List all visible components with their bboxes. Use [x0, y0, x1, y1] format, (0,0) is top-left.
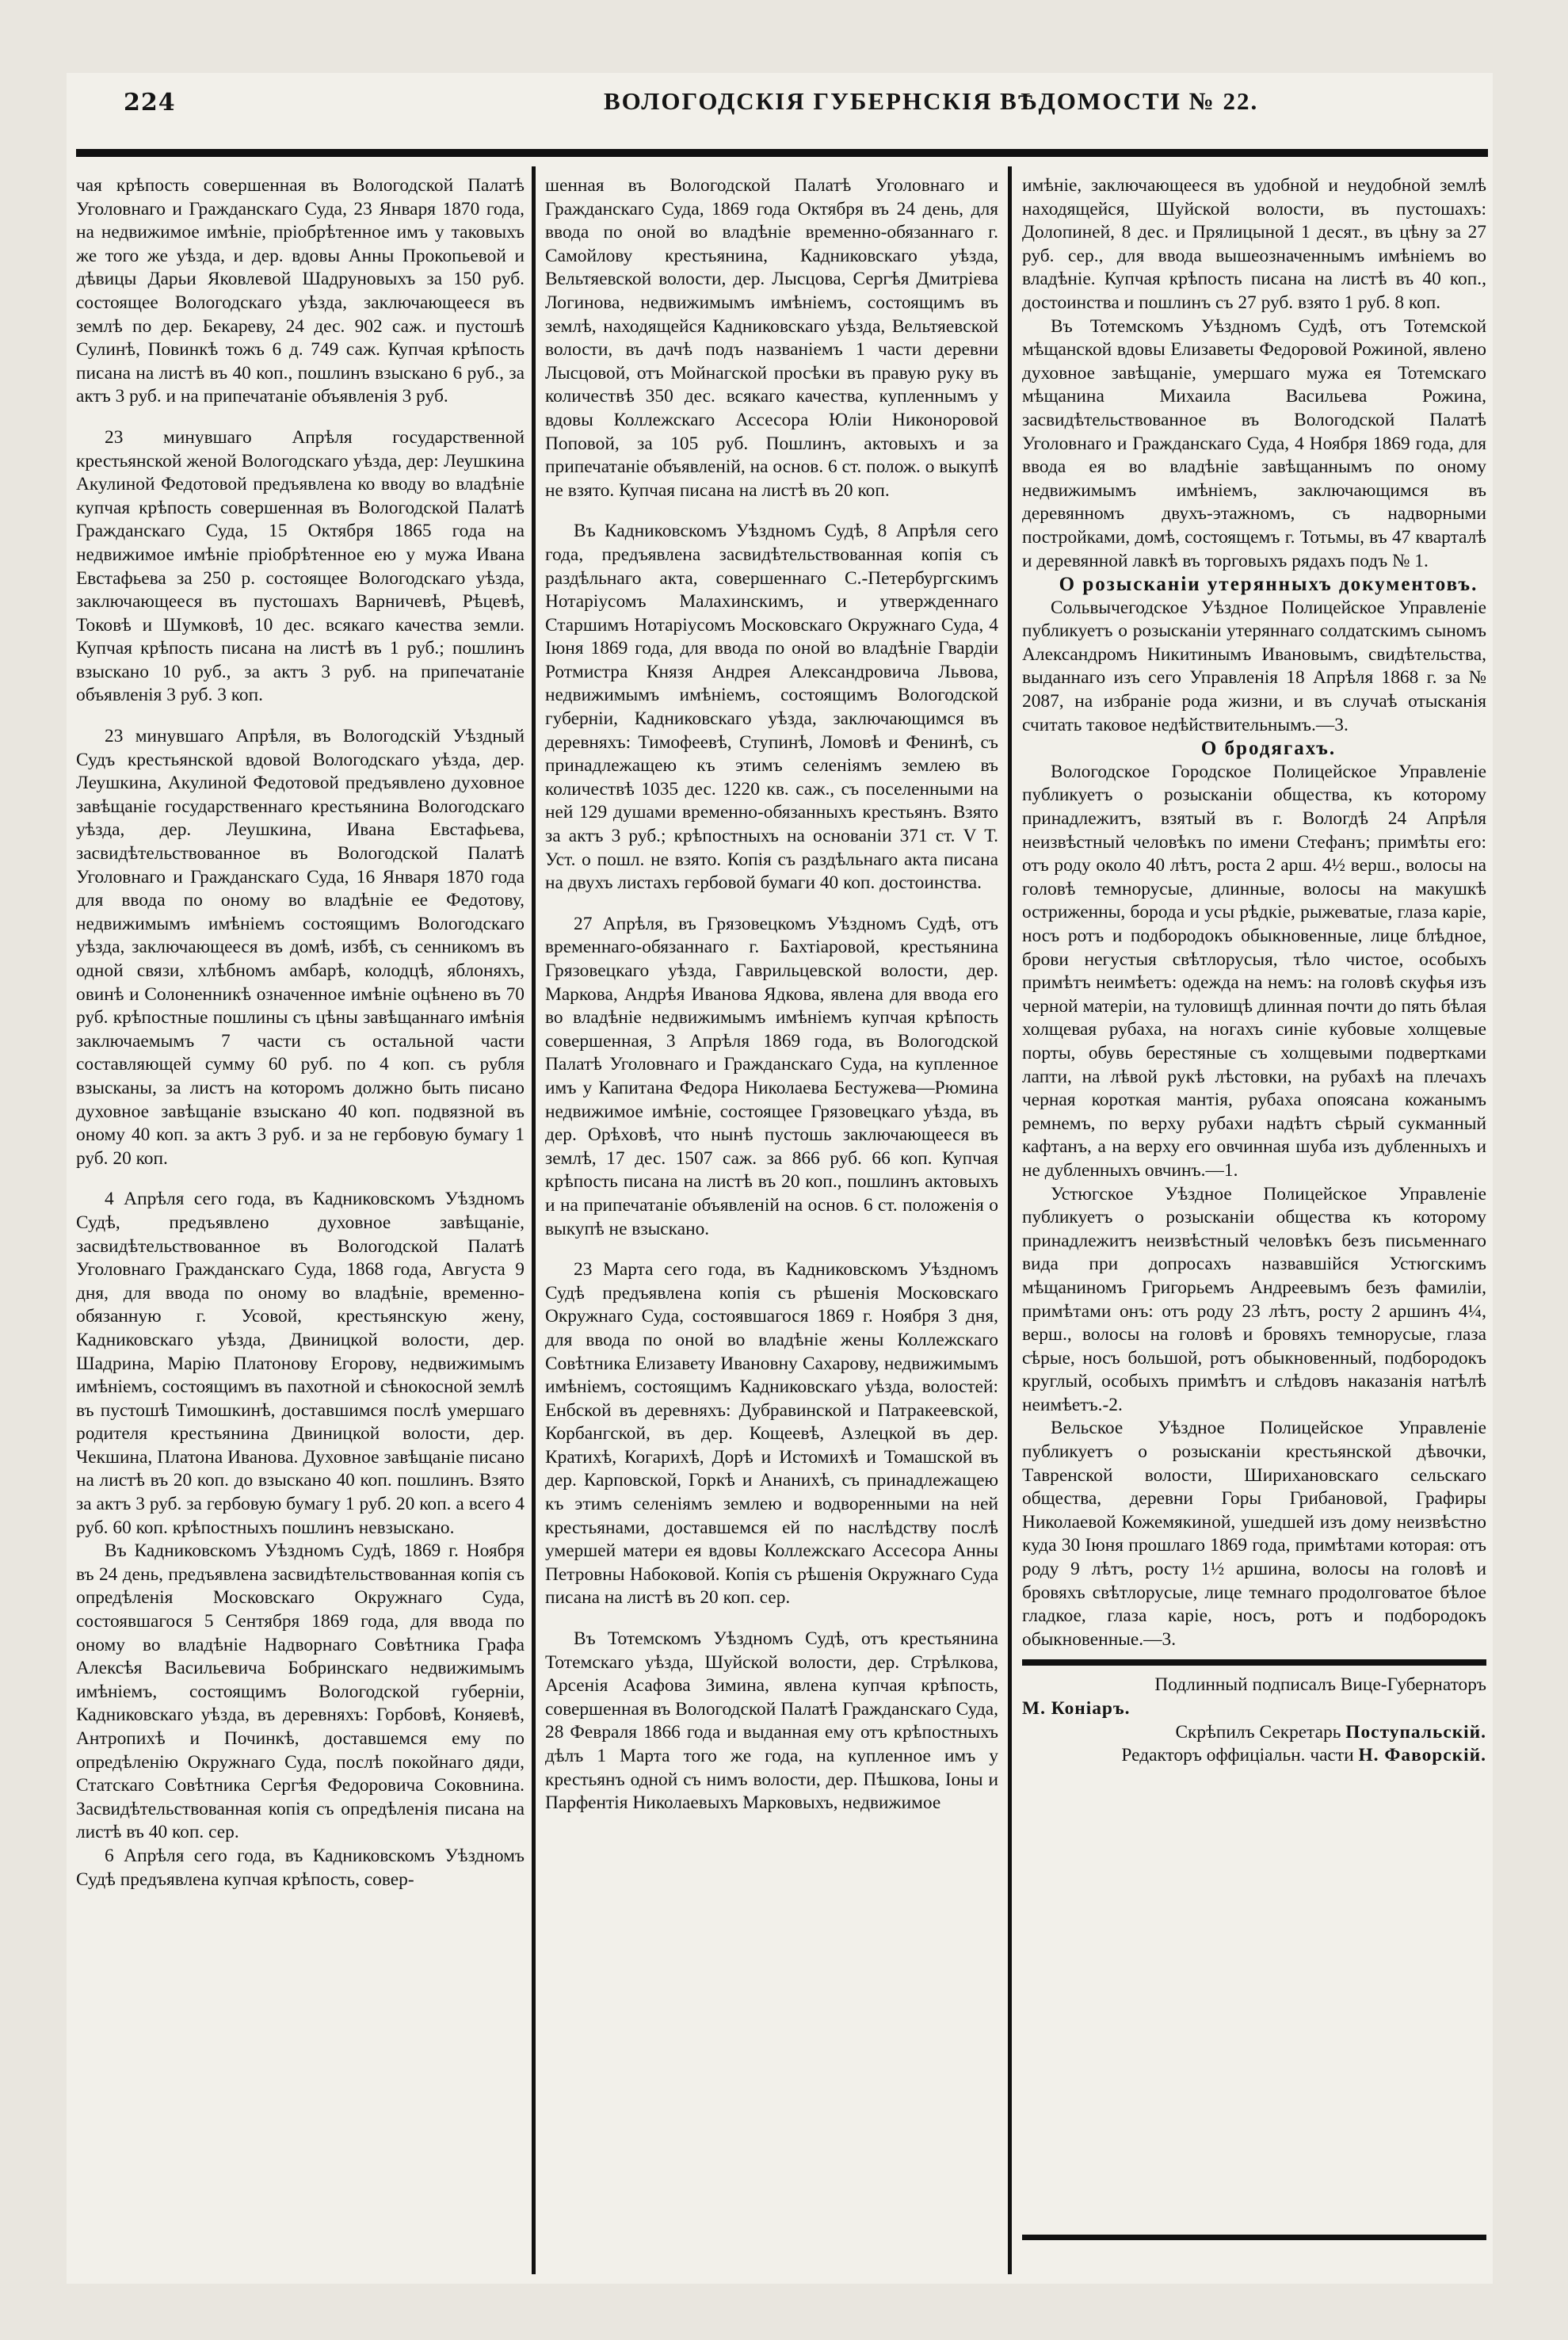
signature-rule: [1022, 1659, 1486, 1666]
notice-paragraph: Въ Кадниковскомъ Уѣздномъ Судѣ, 8 Апрѣля сего года, предъявлена засвидѣтельствованная копія съ раздѣльнаго акта, совершеннаго С.-Петербургскимъ Нотаріусомъ Малахинскимъ, и утвержденнаго Старшимъ Нотаріусомъ Московскаго Окружнаго Суда, 4 Іюня 1869 года, для ввода по оной во владѣніе Гвардіи Ротмистра Князя Андрея Александровича Львова, недвижимымъ имѣніемъ, состоящимъ Вологодской губерніи, Кадниковскаго уѣзда, заключающимся въ деревняхъ: Тимофеевѣ, Ступинѣ, Ломовѣ и Фенинѣ, съ принадлежащею къ этимъ селеніямъ землею въ количествѣ 1035 дес. 1220 кв. саж., съ поселенными на ней 129 душами временно-обязанныхъ крестьянъ. Взято за актъ 3 руб.; крѣпостныхъ на основаніи 371 ст. V Т. Уст. о пошл. не взято. Копія съ раздѣльнаго акта писана на двухъ листахъ гербовой бумаги 40 коп. достоинства.: [545, 521, 998, 894]
column-divider-2: [1008, 166, 1012, 2274]
signature-name: Поступальскій.: [1345, 1721, 1486, 1743]
notice-paragraph: Въ Тотемскомъ Уѣздномъ Судѣ, отъ крестьянина Тотемскаго уѣзда, Шуйской волости, дер. Стрѣлкова, Арсенія Асафова Зимина, явлена купчая крѣпость, совершенная въ Вологодской Палатѣ Гражданскаго Суда, 28 Февраля 1866 года и выданная ему отъ крѣпостныхъ дѣлъ 1 Марта того же года, на купленное имъ у крестьянъ одной съ нимъ волости, дер. Пѣшкова, Іоны и Парфентія Николаевыхъ Марковыхъ, недвижимое: [545, 1628, 998, 1814]
signature-label: Скрѣпилъ Секретарь: [1175, 1721, 1341, 1743]
signature-secretary: [1022, 1721, 1486, 1745]
column-1: [76, 174, 525, 2258]
notice-paragraph: Устюгское Уѣздное Полицейское Управленіе публикуетъ о розысканіи общества къ которому принадлежитъ неизвѣстный человѣкъ безъ письменнаго вида при допросахъ назвавшійся Устюгскимъ мѣщаниномъ Григорьемъ Андреевымъ безъ фамиліи, примѣтами онъ: отъ роду 23 лѣтъ, росту 2 аршинъ 4¼, верш., волосы на головѣ и бровяхъ темнорусые, глаза сѣрые, носъ большой, ротъ обыкновенный, подбородокъ круглый, особыхъ примѣтъ и слѣдовъ наказанія натѣлѣ неимѣетъ.-2.: [1022, 1183, 1486, 1415]
notice-paragraph: 4 Апрѣля сего года, въ Кадниковскомъ Уѣздномъ Судѣ, предъявлено духовное завѣщаніе, засвидѣтельствованное въ Вологодской Палатѣ Уголовнаго Гражданскаго Суда, 1868 года, Августа 9 дня, для ввода по оному во владѣніе, временно-обязанную г. Усовой, крестьянскую жену, Кадниковскаго уѣзда, Двиницкой волости, дер. Шадрина, Марію Платонову Егорову, недвижимымъ имѣніемъ, состоящимъ въ пахотной и сѣнокосной землѣ въ пустошѣ Тимошкинѣ, доставшимся послѣ умершаго родителя крестьянина Двиницкой волости, дер. Чекшина, Платона Иванова. Духовное завѣщаніе писано на листѣ въ 20 коп. до взыскано 40 коп. пошлинъ. Взято за актъ 3 руб. за гербовую бумагу 1 руб. 20 коп. а всего 4 руб. 60 коп. крѣпостныхъ пошлинъ невзыскано.: [76, 1189, 525, 1538]
signature-label: Редакторъ оффиціальн. части: [1121, 1745, 1354, 1766]
signature-vice-governor: [1022, 1674, 1486, 1720]
column-2: [545, 174, 998, 2258]
notice-paragraph: Вельское Уѣздное Полицейское Управленіе публикуетъ о розысканіи крестьянской дѣвочки, Тавренской волости, Ширихановскаго сельскаго общества, деревни Горы Грибановой, Графиры Николаевой Кожемякиной, ушедшей изъ дому неизвѣстно куда 30 Іюня прошлаго 1869 года, примѣтами которая: отъ роду 9 лѣтъ, росту 1½ аршина, волосы на головѣ и бровяхъ свѣтлорусые, лице темнаго продолговатое бѣлое гладкое, глаза каріе, носъ, ротъ и подбородокъ обыкновенные.—3.: [1022, 1418, 1486, 1650]
notice-paragraph: 27 Апрѣля, въ Грязовецкомъ Уѣздномъ Судѣ, отъ временнаго-обязаннаго г. Бахтіаровой, крестьянина Грязовецкаго уѣзда, Гаврильцевской волости, дер. Маркова, Андрѣя Иванова Ядкова, явлена для ввода его во владѣніе недвижимымъ имѣніемъ купчая крѣпость совершенная, 3 Апрѣля 1869 года, въ Вологодской Палатѣ Уголовнаго и Гражданскаго Суда, на купленное имъ у Капитана Федора Николаева Бестужева—Рюмина недвижимое имѣніе, состоящее Грязовецкаго уѣзда, въ дер. Орѣховѣ, что нынѣ пустошь заключающееся въ землѣ, 17 дес. 1507 саж. за 866 руб. 66 коп. Купчая крѣпость писана на листѣ въ 20 коп., пошлинъ актовыхъ и на припечатаніе объявленій на основ. 6 ст. положенія о выкупѣ не взыскано.: [545, 913, 998, 1239]
page-header: [89, 82, 1467, 130]
signature-name: Н. Фаворскій.: [1358, 1745, 1486, 1766]
masthead-title: ВОЛОГОДСКІЯ ГУБЕРНСКІЯ ВѢДОМОСТИ № 22.: [604, 87, 1259, 115]
notice-paragraph: Сольвычегодское Уѣздное Полицейское Управленіе публикуетъ о розысканіи утеряннаго солдатскимъ сыномъ Александромъ Никитинымъ Ивановымъ, свидѣтельства, выданнаго изъ сего Управленія 18 Апрѣля 1868 г. за № 2087, на избраніе рода жизни, и въ случаѣ отысканія считать таковое недѣйствительнымъ.—3.: [1022, 597, 1486, 735]
section-title-lost-documents: О розысканіи утерянныхъ документовъ.: [1059, 574, 1478, 596]
signature-name: М. Коніаръ.: [1022, 1698, 1131, 1719]
notice-paragraph: шенная въ Вологодской Палатѣ Уголовнаго и Гражданскаго Суда, 1869 года Октября въ 24 день, для ввода по оной во владѣніе временно-обязаннаго г. Самойлову крестьянина, Кадниковскаго уѣзда, Вельтяевской волости, дер. Лысцова, Сергѣя Дмитріева Логинова, недвижимымъ имѣніемъ, состоящимъ въ землѣ, находящейся Кадниковскаго уѣзда, Вельтяевской волости, въ дачѣ подъ названіемъ 1 части деревни Лысцовой, отъ Мойнагской просѣки въ правую руку въ количествѣ 350 дес. всякаго качества, купленнымъ у вдовы Коллежскаго Ассесора Юліи Никоноровой Поповой, за 105 руб. Пошлинъ, актовыхъ и за припечатаніе объявленій, на основ. 6 ст. полож. о выкупѣ не взято. Купчая писана на листѣ въ 20 коп.: [545, 175, 998, 501]
header-rule: [76, 149, 1488, 157]
notice-paragraph: 23 Марта сего года, въ Кадниковскомъ Уѣздномъ Судѣ предъявлена копія съ рѣшенія Московскаго Окружнаго Суда, состоявшагося 1869 г. Ноября 3 дня, для ввода по оной во владѣніе жены Коллежскаго Совѣтника Елизавету Ивановну Сахарову, недвижимымъ имѣніемъ, состоящимъ Кадниковскаго уѣзда, волостей: Енбской въ деревняхъ: Дубравинской и Патракеевской, Корбангской, въ дер. Кощеевѣ, Азлецкой въ дер. Кратихѣ, Когарихѣ, Дорѣ и Истомихѣ и Томашской въ дер. Карповской, Горкѣ и Ананихѣ, съ принадлежащею къ этимъ селеніямъ землею и водворенными на ней крестьянами, доставшемся ей по наслѣдству послѣ умершей матери ея вдовы Коллежскаго Ассесора Анны Петровны Набоковой. Копія съ рѣшенія Окружнаго Суда писана на листѣ въ 20 коп. сер.: [545, 1259, 998, 1609]
notice-paragraph: Въ Тотемскомъ Уѣздномъ Судѣ, отъ Тотемской мѣщанской вдовы Елизаветы Федоровой Рожиной, явлено духовное завѣщаніе, умершаго мужа ея Тотемскаго мѣщанина Михаила Васильева Рожина, засвидѣтельствованное въ Вологодской Палатѣ Уголовнаго и Гражданскаго Суда, 4 Ноября 1869 года, для ввода ея во владѣніе завѣщаннымъ по оному недвижимымъ имѣніемъ, заключающимся въ деревянномъ двухъ-этажномъ, съ надворными постройками, домѣ, состоящемъ г. Тотьмы, въ 47 кварталѣ и деревянной лавкѣ въ торговыхъ рядахъ подъ № 1.: [1022, 315, 1486, 571]
column-3: [1022, 174, 1486, 2258]
notice-paragraph: Въ Кадниковскомъ Уѣздномъ Судѣ, 1869 г. Ноября въ 24 день, предъявлена засвидѣтельствованная копія съ опредѣленія Московскаго Окружнаго Суда, состоявшагося 5 Сентября 1869 года, для ввода по оному во владѣніе Надворнаго Совѣтника Графа Алексѣя Васильевича Бобринскаго недвижимымъ имѣніемъ, состоящимъ Вологодской губерніи, Кадниковскаго уѣзда, въ деревняхъ: Горбовѣ, Коняевѣ, Антропихѣ и Починкѣ, доставшемся ему по опредѣленію Окружнаго Суда, послѣ покойнаго дяди, Статскаго Совѣтника Сергѣя Федоровича Соковнина. Засвидѣтельствованная копія съ опредѣленія писана на листѣ въ 40 коп. сер.: [76, 1540, 525, 1843]
signature-editor: [1022, 1744, 1486, 1768]
section-title-vagrants: О бродягахъ.: [1200, 738, 1337, 760]
notice-paragraph: 6 Апрѣля сего года, въ Кадниковскомъ Уѣздномъ Судѣ предъявлена купчая крѣпость, совер-: [76, 1845, 525, 1890]
notice-paragraph: 23 минувшаго Апрѣля, въ Вологодскій Уѣздный Судъ крестьянской вдовой Вологодскаго уѣзда, дер. Леушкина, Акулиной Федотовой предъявлено духовное завѣщаніе государственнаго крестьянина Вологодскаго уѣзда, дер. Леушкина, Ивана Евстафьева, засвидѣтельствованное въ Вологодской Палатѣ Уголовнаго и Гражданскаго Суда, 16 Января 1870 года для ввода по оному во владѣніе ее Федотову, недвижимымъ имѣніемъ состоящимъ Вологодскаго уѣзда, заключающееся въ домѣ, избѣ, съ сенникомъ въ одной связи, хлѣбномъ амбарѣ, колодцѣ, яблоняхъ, овинѣ и Солоненникѣ означенное имѣніе оцѣнено въ 70 руб. крѣпостные пошлины съ цѣны завѣщаннаго имѣнія заключаемымъ 7 части съ остальной части составляющей сумму 60 руб. по 4 коп. съ рубля взысканы, за листъ на которомъ должно быть писано духовное завѣщаніе взыскано 40 коп. подвязной въ оному 40 коп. за актъ 3 руб. и за не гербовую бумагу 1 руб. 20 коп.: [76, 726, 525, 1169]
notice-paragraph: 23 минувшаго Апрѣля государственной крестьянской женой Вологодскаго уѣзда, дер: Леушкина Акулиной Федотовой предъявлена ко вводу во владѣніе купчая крѣпость совершенная въ Вологодской Палатѣ Гражданскаго Суда, 15 Октября 1865 года на недвижимое имѣніе пріобрѣтенное ею у мужа Ивана Евстафьева за 250 р. состоящее Вологодскаго уѣзда, заключающееся въ пустошахъ Варничевѣ, Рѣцевѣ, Токовѣ и Шумковѣ, 10 дес. всякаго качества земли. Купчая крѣпость писана на листѣ въ 1 руб.; пошлинъ взыскано 10 руб., за актъ 3 руб. на припечатаніе объявленія 3 руб. 3 коп.: [76, 426, 525, 706]
notice-paragraph: чая крѣпость совершенная въ Вологодской Палатѣ Уголовнаго и Гражданскаго Суда, 23 Января 1870 года, на недвижимое имѣніе, пріобрѣтенное имъ у таковыхъ же того же уѣзда, и дер. вдовы Анны Прокопьевой и дѣвицы Дарьи Яковлевой Шадруновыхъ за 150 руб. состоящее Вологодскаго уѣзда, заключающееся въ землѣ по дер. Бекареву, 24 дес. 902 саж. и пустошѣ Сулинѣ, Повинкѣ тожъ 6 д. 749 саж. Купчая крѣпость писана на листѣ въ 40 коп., пошлинъ взыскано 6 руб., за актъ 3 руб. и на припечатаніе объявленія 3 руб.: [76, 175, 525, 407]
page-number: 224: [124, 89, 176, 116]
signature-label: Подлинный подписалъ Вице-Губернаторъ: [1154, 1674, 1486, 1696]
footer-rule: [1022, 2235, 1486, 2240]
notice-paragraph: имѣніе, заключающееся въ удобной и неудобной землѣ находящейся, Шуйской волости, въ пустошахъ: Долопиней, 8 дес. и Прялицыной 1 десят., въ цѣну за 27 руб. сер., для ввода вышеозначеннымъ имѣніемъ во владѣніе. Купчая крѣпость писана на листѣ въ 40 коп., достоинства и пошлинъ съ 27 руб. взято 1 руб. 8 коп.: [1022, 175, 1486, 313]
notice-paragraph: Вологодское Городское Полицейское Управленіе публикуетъ о розысканіи общества, къ которому принадлежитъ, взятый въ г. Вологдѣ 24 Апрѣля неизвѣстный человѣкъ по имени Стефанъ; примѣты его: отъ роду около 40 лѣтъ, роста 2 арш. 4½ верш., волосы на головѣ темнорусые, длинные, волосы на макушкѣ остриженны, борода и усы рѣдкіе, рыжеватые, глаза каріе, носъ ротъ и подбородокъ обыкновенные, лице блѣдное, брови негустыя свѣтлорусыя, тѣло чистое, особыхъ примѣтъ неимѣетъ: одежда на немъ: на головѣ скуфья изъ черной матеріи, на туловищѣ длинная почти до пять бѣлая холщевая рубаха, на ногахъ синіе кубовые холщевые порты, обувь берестяные съ холщевыми подвертками лапти, на лѣвой рукѣ лѣстовки, на рубахѣ на плечахъ черная короткая мантія, рубаха опоясана кожанымъ ремнемъ, по верху рубахи надѣтъ сѣрый сукманный кафтанъ, а на верху его овчинная шуба изъ дубленныхъ и не дубленныхъ овчинъ.—1.: [1022, 761, 1486, 1181]
column-divider-1: [532, 166, 536, 2274]
